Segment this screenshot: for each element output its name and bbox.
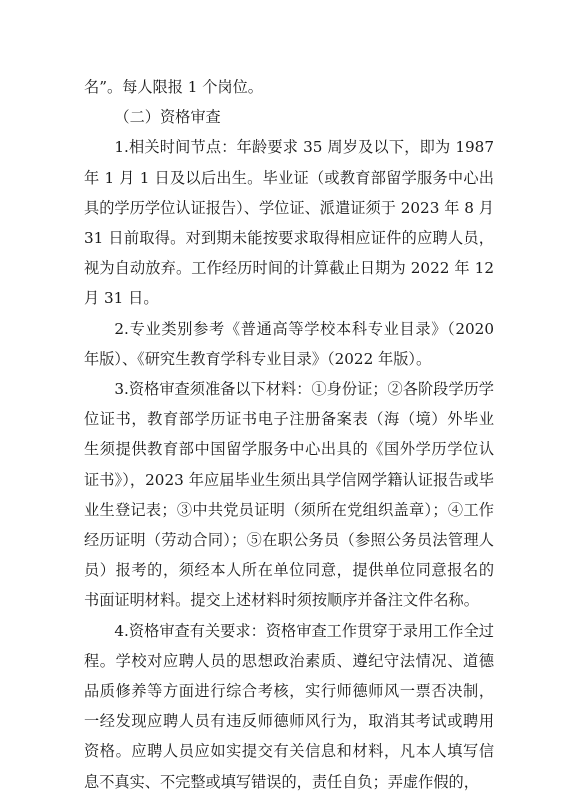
continuation-line: 名”。每人限报 1 个岗位。 xyxy=(84,78,263,96)
paragraph-review-requirements: 4.资格审查有关要求：资格审查工作贯穿于录用工作全过程。学校对应聘人员的思想政治素质、遵纪守法情况、道德品质修养等方面进行综合考核，实行师德师风一票否决制，一经发现应聘人员有违反师德师风行为，取消其考试或聘用资格。应聘人员应如实提交有关信息和材料，凡本人填写信息不真实、不完整或填写错误的，责任自负；弄虚作假的， xyxy=(84,621,494,791)
paragraph-time-nodes: 1.相关时间节点：年龄要求 35 周岁及以下，即为 1987 年 1 月 1 日及以后出生。毕业证（或教育部留学服务中心出具的学历学位认证报告）、学位证、派遣证须于 2023 年 8 月 31 日前取得。对到期未能按要求取得相应证件的应聘人员，视为自动放弃。工作经历时间的计算截止日期为 2022 年 12 月 31 日。 xyxy=(84,138,494,308)
paragraph-materials: 3.资格审查须准备以下材料：①身份证；②各阶段学历学位证书，教育部学历证书电子注册备案表（海（境）外毕业生须提供教育部中国留学服务中心出具的《国外学历学位认证书》），2023 年应届毕业生须出具学信网学籍认证报告或毕业生登记表；③中共党员证明（须所在党组织盖章）；④工作经历证明（劳动合同）；⑤在职公务员（参照公务员法管理人员）报考的，须经本人所在单位同意，提供单位同意报名的书面证明材料。提交上述材料时须按顺序并备注文件名称。 xyxy=(84,380,494,610)
document-body xyxy=(84,72,494,797)
paragraph-major-catalog: 2.专业类别参考《普通高等学校本科专业目录》（2020 年版）、《研究生教育学科专业目录》（2022 年版）。 xyxy=(84,319,494,368)
section-heading: （二）资格审查 xyxy=(114,108,221,127)
